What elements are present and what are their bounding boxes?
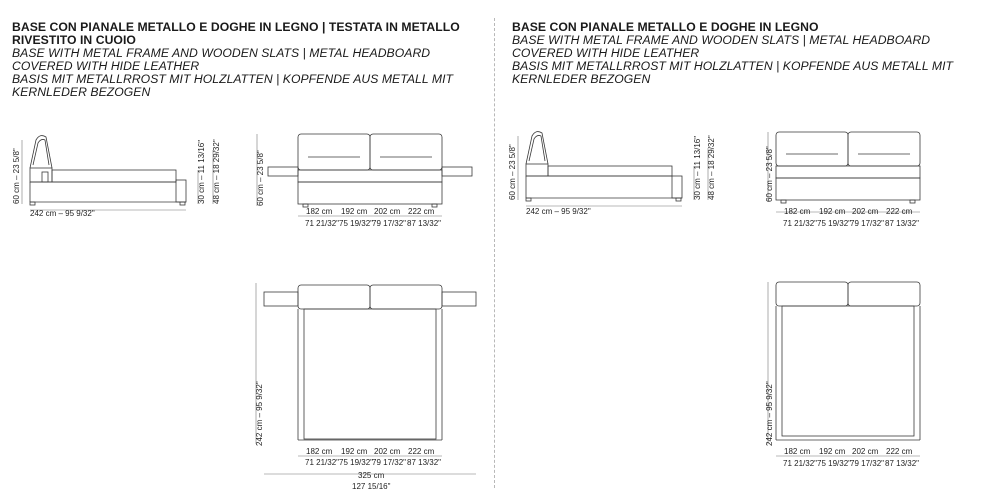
plan-width-in-4: 87 13/32": [885, 459, 919, 468]
front-view-drawing: [268, 134, 472, 207]
title-italian: BASE CON PIANALE METALLO E DOGHE IN LEGNO: [512, 20, 819, 34]
plan-width-cm-2: 192 cm: [819, 447, 846, 456]
front-width-cm-3: 202 cm: [374, 207, 401, 216]
plan-width-in-3: 79 17/32": [850, 459, 884, 468]
plan-width-in-1: 71 21/32": [305, 458, 339, 467]
front-width-in-4: 87 13/32": [885, 219, 919, 228]
plan-width-cm-3: 202 cm: [852, 447, 879, 456]
plan-width-in-2: 75 19/32": [817, 459, 851, 468]
front-width-cm-1: 182 cm: [784, 207, 811, 216]
right-drawings: [500, 0, 1000, 493]
front-height-label: 60 cm – 23 5/8": [256, 150, 265, 206]
left-variant-panel: [0, 0, 492, 493]
front-width-cm-4: 222 cm: [408, 207, 435, 216]
plan-length-label: 242 cm – 95 9/32": [765, 381, 774, 446]
front-width-cm-1: 182 cm: [306, 207, 333, 216]
front-width-in-1: 71 21/32": [305, 219, 339, 228]
panel-divider: [494, 18, 495, 488]
front-width-in-3: 79 17/32": [372, 219, 406, 228]
front-width-cm-3: 202 cm: [852, 207, 879, 216]
mattress-height-label: 48 cm – 18 29/32": [707, 135, 716, 200]
mattress-height-label: 48 cm – 18 29/32": [212, 139, 221, 204]
plan-length-label: 242 cm – 95 9/32": [255, 381, 264, 446]
front-width-in-2: 75 19/32": [339, 219, 373, 228]
title-italian: BASE CON PIANALE METALLO E DOGHE IN LEGNO | TESTATA IN METALLO RIVESTITO IN CUOIO: [12, 20, 460, 47]
front-height-label: 60 cm – 23 5/8": [765, 146, 774, 202]
title-german: BASIS MIT METALLRROST MIT HOLZLATTEN | KOPFENDE AUS METALL MIT KERNLEDER BEZOGEN: [12, 72, 454, 99]
seat-height-label: 30 cm – 11 13/16": [197, 139, 206, 204]
plan-width-in-3: 79 17/32": [372, 458, 406, 467]
total-width-cm: 325 cm: [358, 471, 385, 480]
side-height-label: 60 cm – 23 5/8": [508, 144, 517, 200]
title-english: BASE WITH METAL FRAME AND WOODEN SLATS | METAL HEADBOARD COVERED WITH HIDE LEATHER: [512, 33, 931, 60]
front-width-cm-2: 192 cm: [341, 207, 368, 216]
seat-height-label: 30 cm – 11 13/16": [693, 135, 702, 200]
plan-width-cm-1: 182 cm: [784, 447, 811, 456]
plan-width-in-4: 87 13/32": [407, 458, 441, 467]
side-view-drawing: [526, 132, 682, 201]
front-width-cm-4: 222 cm: [886, 207, 913, 216]
plan-view-drawing: [264, 285, 476, 440]
front-width-in-4: 87 13/32": [407, 219, 441, 228]
plan-width-in-1: 71 21/32": [783, 459, 817, 468]
front-view-drawing: [776, 132, 920, 203]
front-width-in-3: 79 17/32": [850, 219, 884, 228]
plan-width-in-2: 75 19/32": [339, 458, 373, 467]
side-length-label: 242 cm – 95 9/32": [30, 209, 95, 218]
side-length-label: 242 cm – 95 9/32": [526, 207, 591, 216]
plan-width-cm-1: 182 cm: [306, 447, 333, 456]
plan-width-cm-4: 222 cm: [408, 447, 435, 456]
plan-width-cm-3: 202 cm: [374, 447, 401, 456]
side-view-drawing: [30, 136, 186, 205]
right-variant-panel: [500, 0, 1000, 493]
total-width-in: 127 15/16": [352, 482, 391, 491]
plan-width-cm-2: 192 cm: [341, 447, 368, 456]
front-width-in-1: 71 21/32": [783, 219, 817, 228]
plan-width-cm-4: 222 cm: [886, 447, 913, 456]
title-english: BASE WITH METAL FRAME AND WOODEN SLATS | METAL HEADBOARD COVERED WITH HIDE LEATHER: [12, 46, 431, 73]
front-width-cm-2: 192 cm: [819, 207, 846, 216]
title-german: BASIS MIT METALLRROST MIT HOLZLATTEN | KOPFENDE AUS METALL MIT KERNLEDER BEZOGEN: [512, 59, 954, 86]
front-width-in-2: 75 19/32": [817, 219, 851, 228]
plan-view-drawing: [776, 282, 920, 440]
side-height-label: 60 cm – 23 5/8": [12, 148, 21, 204]
